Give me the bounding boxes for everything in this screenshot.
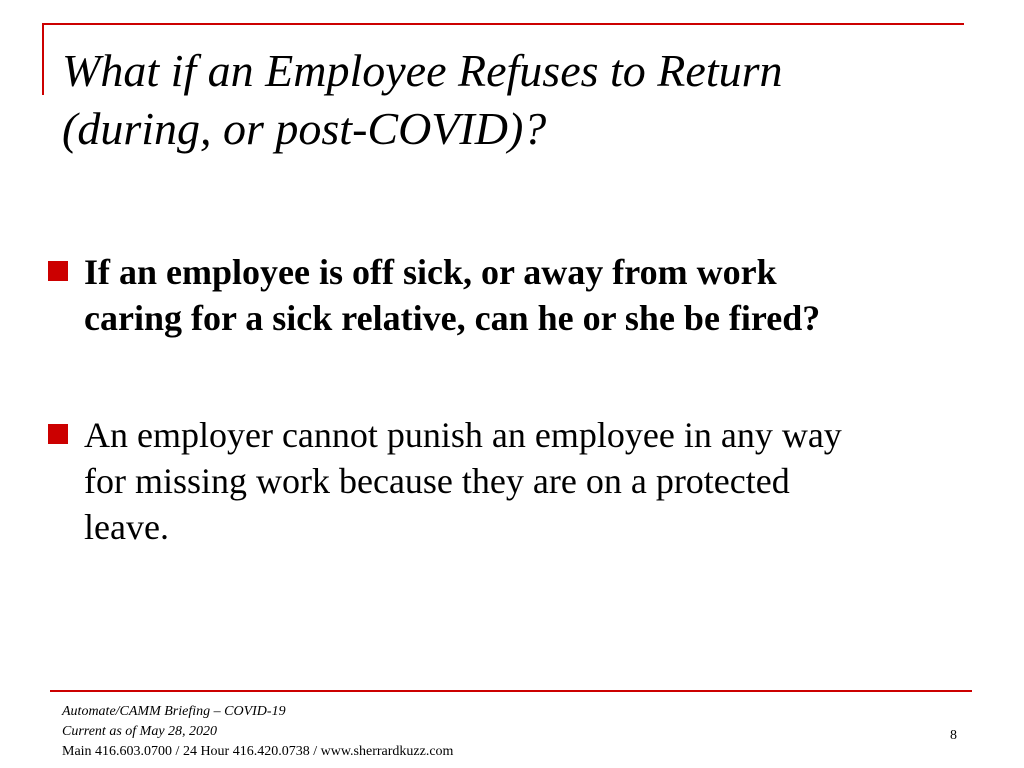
top-accent-line (42, 23, 964, 25)
bullet-answer-line-3: leave. (84, 507, 169, 547)
bullet-answer (48, 412, 948, 550)
footer-briefing-title: Automate/CAMM Briefing – COVID-19 (62, 704, 286, 719)
bullet-question-line-1: If an employee is off sick, or away from work (84, 252, 777, 292)
footer-contact: Main 416.603.0700 / 24 Hour 416.420.0738 / www.sherrardkuzz.com (62, 744, 454, 759)
slide-title-line-1: What if an Employee Refuses to Return (62, 45, 783, 96)
slide-title-line-2: (during, or post-COVID)? (62, 103, 547, 154)
square-bullet-icon (48, 424, 68, 444)
page-number: 8 (950, 728, 957, 743)
bullet-question-text (84, 249, 948, 341)
bullet-question-line-2: caring for a sick relative, can he or she be fired? (84, 298, 821, 338)
left-accent-line (42, 23, 44, 95)
bullet-answer-line-1: An employer cannot punish an employee in any way (84, 415, 842, 455)
square-bullet-icon (48, 261, 68, 281)
bullet-question (48, 249, 948, 341)
slide-title (62, 42, 962, 158)
bullet-answer-text (84, 412, 948, 550)
footer (62, 702, 453, 762)
footer-date: Current as of May 28, 2020 (62, 724, 218, 739)
footer-divider (50, 690, 972, 692)
bullet-answer-line-2: for missing work because they are on a protected (84, 461, 790, 501)
